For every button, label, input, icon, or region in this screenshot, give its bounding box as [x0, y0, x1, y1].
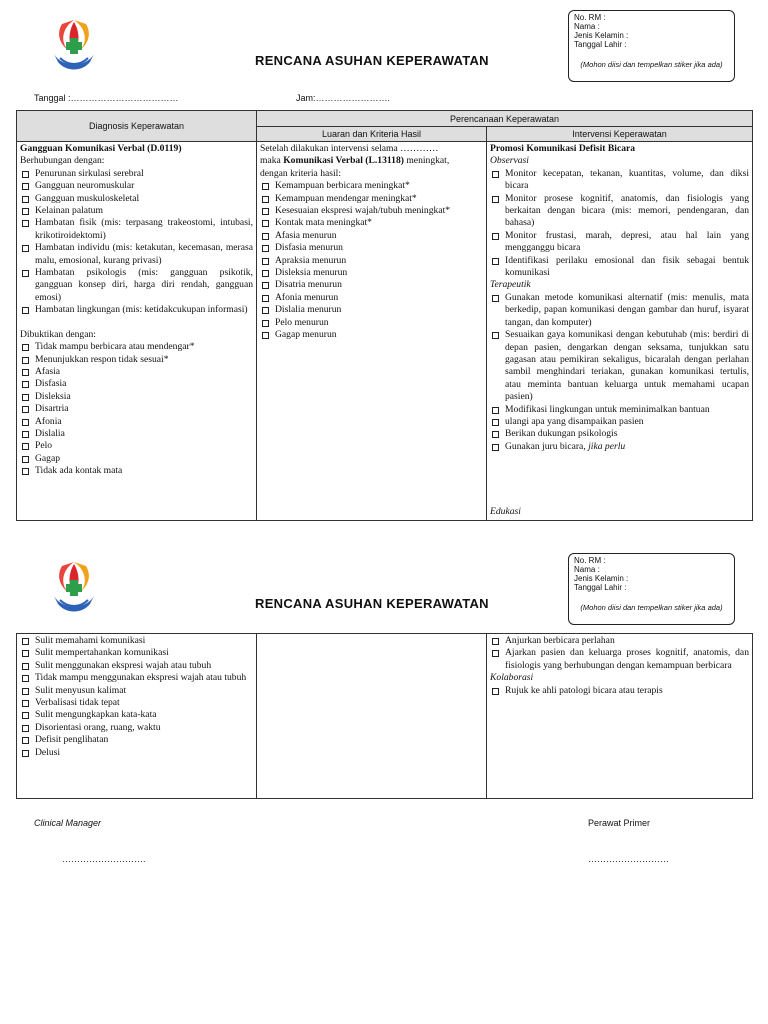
list-item: Disleksia menurun: [260, 267, 483, 279]
no-rm-label: No. RM :: [574, 556, 606, 565]
list-item: Tidak mampu berbicara atau mendengar*: [20, 341, 253, 353]
list-item: Monitor prosese kognitif, anatomis, dan fisiologis yang berkaitan dengan bicara (mis: memori, pendengaran, dan bahasa): [490, 193, 749, 230]
list-item: Afasia: [20, 366, 253, 378]
intervensi-header: Intervensi Keperawatan: [487, 127, 753, 142]
care-plan-table: [16, 110, 753, 521]
list-item: Gunakan metode komunikasi alternatif (mis: menulis, mata berkedip, papan komunikasi dengan gambar dan huruf, isyarat tangan, dan komputer): [490, 292, 749, 329]
list-item: Hambatan individu (mis: ketakutan, kecemasan, merasa malu, emosional, kurang privasi): [20, 242, 253, 267]
evidence-list: [20, 341, 253, 477]
jenis-kelamin-label: Jenis Kelamin :: [574, 31, 629, 40]
jenis-kelamin-label: Jenis Kelamin :: [574, 574, 629, 583]
tanggal-lahir-label: Tanggal Lahir :: [574, 40, 627, 49]
luaran-code: Komunikasi Verbal (L.13118): [283, 155, 404, 167]
list-item: Disfasia: [20, 378, 253, 390]
luaran-intro-1: Setelah dilakukan intervensi selama …………: [260, 143, 439, 154]
hospital-logo: [48, 14, 100, 76]
list-item: Sulit memahami komunikasi: [20, 635, 253, 647]
list-item: Monitor kecepatan, tekanan, kuantitas, volume, dan diksi bicara: [490, 168, 749, 193]
list-item: [490, 441, 749, 453]
document-title: RENCANA ASUHAN KEPERAWATAN: [255, 53, 489, 68]
list-item: ulangi apa yang disampaikan pasien: [490, 416, 749, 428]
list-item: Modifikasi lingkungan untuk meminimalkan bantuan: [490, 404, 749, 416]
list-item: Kemampuan mendengar meningkat*: [260, 193, 483, 205]
related-label: Berhubungan dengan:: [20, 155, 105, 167]
list-item: Disartria: [20, 403, 253, 415]
edukasi-list: [490, 635, 749, 672]
diagnosis-header: Diagnosis Keperawatan: [17, 111, 257, 142]
perencanaan-header: Perencanaan Keperawatan: [257, 111, 753, 127]
list-item: Sulit mengungkapkan kata-kata: [20, 709, 253, 721]
list-item: Tidak mampu menggunakan ekspresi wajah atau tubuh: [20, 672, 253, 684]
observasi-label: Observasi: [490, 155, 529, 167]
perawat-primer-label: Perawat Primer: [588, 818, 651, 828]
nama-label: Nama :: [574, 565, 600, 574]
luaran-list: [260, 180, 483, 341]
list-item: Hambatan fisik (mis: terpasang trakeostomi, intubasi, krikotiroidektomi): [20, 217, 253, 242]
evidence-list-continued: [20, 635, 253, 759]
list-item: Disatria menurun: [260, 279, 483, 291]
patient-box-note: (Mohon diisi dan tempelkan stiker jika ada): [580, 60, 723, 69]
edukasi-label: Edukasi: [490, 505, 521, 517]
list-item: Afasia menurun: [260, 230, 483, 242]
list-item: Sulit mempertahankan komunikasi: [20, 647, 253, 659]
list-item: Ajarkan pasien dan keluarga proses kognitif, anatomis, dan fisiologis yang berhubungan dengan kemampuan berbicara: [490, 647, 749, 672]
related-list: [20, 168, 253, 317]
list-item: Monitor frustasi, marah, depresi, atau hal lain yang mengganggu bicara: [490, 230, 749, 255]
list-item: Kelainan palatum: [20, 205, 253, 217]
list-item: Gangguan neuromuskular: [20, 180, 253, 192]
patient-id-box: [568, 10, 735, 82]
intervensi-title: Promosi Komunikasi Defisit Bicara: [490, 143, 636, 154]
list-item: Sulit menggunakan ekspresi wajah atau tubuh: [20, 660, 253, 672]
list-item: Hambatan psikologis (mis: gangguan psikotik, gangguan konsep diri, harga diri rendah, gangguan emosi): [20, 267, 253, 304]
observasi-list: [490, 168, 749, 280]
care-plan-table-continued: [16, 633, 753, 799]
diagnosis-title: Gangguan Komunikasi Verbal (D.0119): [20, 143, 182, 154]
jam-field: Jam:…………………….: [296, 93, 391, 103]
list-item: Disleksia: [20, 391, 253, 403]
evidence-label: Dibuktikan dengan:: [20, 328, 96, 340]
tanggal-lahir-label: Tanggal Lahir :: [574, 583, 627, 592]
list-item: Sesuaikan gaya komunikasi dengan kebutuhab (mis: berdiri di depan pasien, dengarkan dengan seksama, tunjukkan satu gagasan atau pemikiran sekaligus, bicaralah dengan perlahan sambil menghindari teriakan, gunakan komunikasi tertulis, atau meminta bantuan keluarga untuk memahami ucapan pasien): [490, 329, 749, 403]
list-item: Pelo menurun: [260, 317, 483, 329]
luaran-intro-4: dengan kriteria hasil:: [260, 167, 341, 179]
intervensi-cont-cell: [487, 634, 753, 799]
clinical-manager-signature-line: ……………………….: [62, 854, 146, 864]
list-item: Afonia: [20, 416, 253, 428]
tanggal-field: Tanggal :………………………………: [34, 93, 179, 103]
list-item: Pelo: [20, 440, 253, 452]
list-item: Gangguan muskuloskeletal: [20, 193, 253, 205]
list-item: Rujuk ke ahli patologi bicara atau terapis: [490, 685, 749, 697]
kolaborasi-label: Kolaborasi: [490, 672, 534, 684]
juru-bicara-italic: jika perlu: [588, 440, 626, 452]
list-item: Gagap menurun: [260, 329, 483, 341]
list-item: Verbalisasi tidak tepat: [20, 697, 253, 709]
diagnosis-cont-cell: [17, 634, 257, 799]
luaran-cont-cell: [257, 634, 487, 799]
list-item: Defisit penglihatan: [20, 734, 253, 746]
nama-label: Nama :: [574, 22, 600, 31]
luaran-header: Luaran dan Kriteria Hasil: [257, 127, 487, 142]
list-item: Identifikasi perilaku emosional dan fisik sebagai bentuk komunikasi: [490, 255, 749, 280]
list-item: Kontak mata meningkat*: [260, 217, 483, 229]
terapeutik-list: [490, 292, 749, 453]
luaran-cell: [257, 142, 487, 521]
list-item: Sulit menyusun kalimat: [20, 685, 253, 697]
hospital-logo-2: [48, 556, 100, 618]
list-item: Kemampuan berbicara meningkat*: [260, 180, 483, 192]
clinical-manager-label: Clinical Manager: [34, 818, 102, 828]
patient-box-note: (Mohon diisi dan tempelkan stiker jika ada): [580, 603, 723, 612]
luaran-intro-3: meningkat,: [406, 155, 450, 167]
list-item: Gagap: [20, 453, 253, 465]
kolaborasi-list: [490, 685, 749, 697]
list-item: Tidak ada kontak mata: [20, 465, 253, 477]
terapeutik-label: Terapeutik: [490, 279, 531, 291]
list-item: Anjurkan berbicara perlahan: [490, 635, 749, 647]
list-item: Disorientasi orang, ruang, waktu: [20, 722, 253, 734]
intervensi-cell: [487, 142, 753, 521]
list-item: Dislalia: [20, 428, 253, 440]
list-item: Dislalia menurun: [260, 304, 483, 316]
luaran-intro-2: maka: [260, 155, 281, 167]
list-item: Delusi: [20, 747, 253, 759]
list-item: Afonia menurun: [260, 292, 483, 304]
juru-bicara-text: Gunakan juru bicara,: [505, 440, 586, 452]
list-item: Berikan dukungan psikologis: [490, 428, 749, 440]
list-item: Kesesuaian ekspresi wajah/tubuh meningkat*: [260, 205, 483, 217]
perawat-primer-signature-line: ………………………: [588, 854, 669, 864]
list-item: Disfasia menurun: [260, 242, 483, 254]
list-item: Penurunan sirkulasi serebral: [20, 168, 253, 180]
patient-id-box-2: [568, 553, 735, 625]
no-rm-label: No. RM :: [574, 13, 606, 22]
list-item: Apraksia menurun: [260, 255, 483, 267]
document-title-2: RENCANA ASUHAN KEPERAWATAN: [255, 596, 489, 611]
list-item: Menunjukkan respon tidak sesuai*: [20, 354, 253, 366]
list-item: Hambatan lingkungan (mis: ketidakcukupan informasi): [20, 304, 253, 316]
diagnosis-cell: [17, 142, 257, 521]
